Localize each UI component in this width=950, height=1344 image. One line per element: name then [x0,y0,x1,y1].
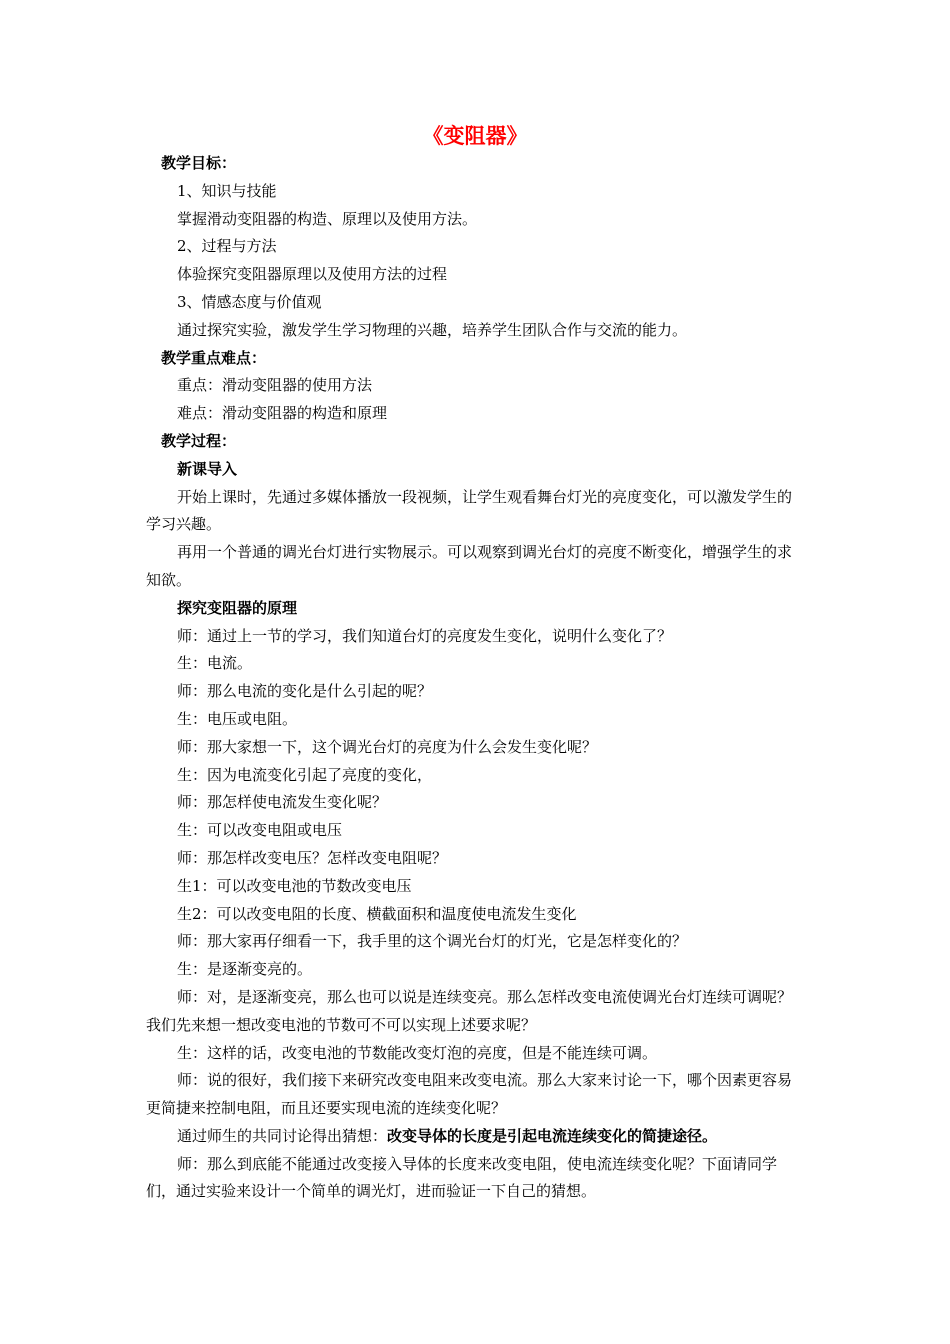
intro-paragraph: 开始上课时，先通过多媒体播放一段视频，让学生观看舞台灯光的亮度变化，可以激发学生的学习兴趣。 [146,487,793,534]
dialogue-line: 师：那么电流的变化是什么引起的呢？ [177,682,433,701]
dialogue-line: 师：那怎样使电流发生变化呢？ [177,793,388,812]
dialogue-line: 师：那大家想一下，这个调光台灯的亮度为什么会发生变化呢？ [177,737,598,756]
dialogue-line: 生：这样的话，改变电池的节数能改变灯泡的亮度，但是不能连续可调。 [177,1043,658,1062]
key-point: 重点：滑动变阻器的使用方法 [177,376,373,395]
dialogue-line: 生：可以改变电阻或电压 [177,821,343,840]
dialogue-line: 师：说的很好，我们接下来研究改变电阻来改变电流。那么大家来讨论一下，哪个因素更容易更简捷来控制电阻，而且还要实现电流的连续变化呢？ [146,1071,793,1118]
conclusion-hypothesis: 改变导体的长度是引起电流连续变化的简捷途径。 [387,1126,718,1145]
document-body [146,150,802,1206]
difficult-point: 难点：滑动变阻器的构造和原理 [177,404,388,423]
process-heading: 教学过程： [161,431,237,450]
goal2-text: 体验探究变阻器原理以及使用方法的过程 [177,265,448,284]
dialogue-line: 师：通过上一节的学习，我们知道台灯的亮度发生变化，说明什么变化了？ [177,626,673,645]
goal1-title: 1、知识与技能 [177,181,277,200]
goal3-text: 通过探究实验，激发学生学习物理的兴趣，培养学生团队合作与交流的能力。 [177,320,688,339]
dialogue-line: 生：因为电流变化引起了亮度的变化， [177,765,433,784]
dialogue-line: 师：那怎样改变电压？怎样改变电阻呢？ [177,848,448,867]
dialogue-line: 师：那大家再仔细看一下，我手里的这个调光台灯的灯光，它是怎样变化的？ [177,932,688,951]
conclusion-paragraph [146,1123,802,1151]
goal2-title: 2、过程与方法 [177,237,277,256]
final-paragraph: 师：那么到底能不能通过改变接入导体的长度来改变电阻，使电流连续变化呢？下面请同学们，通过实验来设计一个简单的调光灯，进而验证一下自己的猜想。 [146,1154,778,1201]
dialogue-line: 生2：可以改变电阻的长度、横截面积和温度使电流发生变化 [177,904,577,923]
dialogue-line: 生：电压或电阻。 [177,709,298,728]
goal3-title: 3、情感态度与价值观 [177,292,322,311]
intro-heading: 新课导入 [177,459,238,478]
key-points-heading: 教学重点难点： [161,348,267,367]
goal1-text: 掌握滑动变阻器的构造、原理以及使用方法。 [177,209,478,228]
document-title: 《变阻器》 [422,124,528,148]
dialogue-line: 生1：可以改变电池的节数改变电压 [177,876,412,895]
conclusion-prefix: 通过师生的共同讨论得出猜想： [177,1126,388,1145]
dialogue-line: 生：是逐渐变亮的。 [177,960,313,979]
goals-heading: 教学目标： [161,154,237,172]
intro-paragraph: 再用一个普通的调光台灯进行实物展示。可以观察到调光台灯的亮度不断变化，增强学生的求知欲。 [146,543,793,589]
dialogue-line: 师：对，是逐渐变亮，那么也可以说是连续变亮。那么怎样改变电流使调光台灯连续可调呢？我们先来想一想改变电池的节数可不可以实现上述要求呢？ [146,987,793,1034]
dialogue-line: 生：电流。 [177,654,253,673]
explore-heading: 探究变阻器的原理 [177,598,298,617]
